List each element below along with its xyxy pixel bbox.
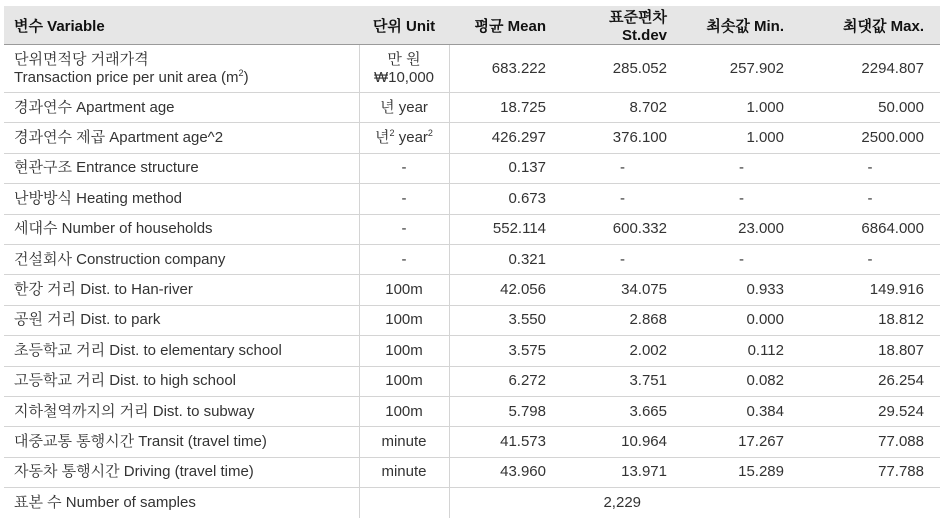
variable-cell: 건설회사 Construction company (4, 244, 359, 274)
max-cell: 2294.807 (800, 45, 940, 93)
min-cell: 23.000 (683, 214, 800, 244)
variable-cell: 초등학교 거리 Dist. to elementary school (4, 336, 359, 366)
unit-cell: - (359, 184, 449, 214)
unit-cell: minute (359, 427, 449, 457)
unit-cell: - (359, 244, 449, 274)
max-cell: 77.788 (800, 457, 940, 487)
superscript: 2 (427, 128, 433, 139)
stdev-cell: 2.868 (562, 305, 683, 335)
mean-cell: 41.573 (449, 427, 562, 457)
mean-cell: 18.725 (449, 93, 562, 123)
stdev-cell: 3.751 (562, 366, 683, 396)
unit-cell: 100m (359, 275, 449, 305)
samples-value: 2,229 (603, 494, 642, 512)
variable-cell: 고등학교 거리 Dist. to high school (4, 366, 359, 396)
table-body (4, 45, 940, 518)
table-row (4, 396, 940, 426)
stdev-cell: 10.964 (562, 427, 683, 457)
unit-cell: 100m (359, 366, 449, 396)
table-row (4, 366, 940, 396)
stdev-cell: 13.971 (562, 457, 683, 487)
min-cell: - (683, 184, 800, 214)
table-row (4, 214, 940, 244)
min-cell: 0.000 (683, 305, 800, 335)
stdev-cell: 285.052 (562, 45, 683, 93)
variable-cell: 한강 거리 Dist. to Han-river (4, 275, 359, 305)
min-cell: 0.933 (683, 275, 800, 305)
max-cell: 149.916 (800, 275, 940, 305)
stdev-cell: 8.702 (562, 93, 683, 123)
header-mean: 평균 Mean (449, 6, 562, 45)
unit-cell: 100m (359, 305, 449, 335)
stdev-cell: - (562, 153, 683, 183)
table-row (4, 275, 940, 305)
mean-cell: 42.056 (449, 275, 562, 305)
header-min: 최솟값 Min. (683, 6, 800, 45)
unit-korean: 년 (375, 129, 390, 147)
unit-currency: ₩10,000 (373, 68, 435, 86)
stdev-cell: 3.665 (562, 396, 683, 426)
unit-cell: - (359, 153, 449, 183)
table-header (4, 6, 940, 45)
unit-cell (359, 123, 449, 153)
min-cell: - (683, 153, 800, 183)
variable-cell: 지하철역까지의 거리 Dist. to subway (4, 396, 359, 426)
max-cell: 6864.000 (800, 214, 940, 244)
mean-cell: 0.137 (449, 153, 562, 183)
stdev-cell: 376.100 (562, 123, 683, 153)
table-row (4, 93, 940, 123)
variable-cell: 세대수 Number of households (4, 214, 359, 244)
max-cell: 29.524 (800, 396, 940, 426)
max-cell: 2500.000 (800, 123, 940, 153)
samples-unit-empty (359, 488, 449, 518)
stdev-cell: 600.332 (562, 214, 683, 244)
min-cell: - (683, 244, 800, 274)
stdev-cell: - (562, 244, 683, 274)
max-cell: 18.812 (800, 305, 940, 335)
variable-cell: 경과연수 Apartment age (4, 93, 359, 123)
variable-cell: 경과연수 제곱 Apartment age^2 (4, 123, 359, 153)
mean-cell: 426.297 (449, 123, 562, 153)
table-row (4, 45, 940, 93)
stdev-cell: 34.075 (562, 275, 683, 305)
variable-cell: 공원 거리 Dist. to park (4, 305, 359, 335)
mean-cell: 0.673 (449, 184, 562, 214)
max-cell: - (800, 184, 940, 214)
mean-cell: 0.321 (449, 244, 562, 274)
min-cell: 0.082 (683, 366, 800, 396)
header-variable: 변수 Variable (4, 6, 359, 45)
variable-cell: 자동차 통행시간 Driving (travel time) (4, 457, 359, 487)
table-row (4, 305, 940, 335)
header-max: 최댓값 Max. (800, 6, 940, 45)
unit-cell: 년 year (359, 93, 449, 123)
descriptive-statistics-table (4, 6, 940, 518)
max-cell: - (800, 153, 940, 183)
variable-cell: 대중교통 통행시간 Transit (travel time) (4, 427, 359, 457)
stdev-cell: - (562, 184, 683, 214)
mean-cell: 3.550 (449, 305, 562, 335)
unit-cell: - (359, 214, 449, 244)
variable-cell: 현관구조 Entrance structure (4, 153, 359, 183)
stdev-cell: 2.002 (562, 336, 683, 366)
samples-max-empty (800, 488, 940, 518)
mean-cell: 3.575 (449, 336, 562, 366)
unit-cell: 100m (359, 336, 449, 366)
header-row (4, 6, 940, 45)
min-cell: 1.000 (683, 123, 800, 153)
min-cell: 257.902 (683, 45, 800, 93)
superscript: 2 (238, 67, 244, 78)
table-row (4, 153, 940, 183)
variable-english-text: Transaction price per unit area (m (14, 68, 239, 86)
variable-cell (4, 45, 359, 93)
samples-row (4, 488, 940, 518)
min-cell: 0.384 (683, 396, 800, 426)
header-unit: 단위 Unit (359, 6, 449, 45)
variable-cell: 난방방식 Heating method (4, 184, 359, 214)
superscript: 2 (389, 128, 395, 139)
min-cell: 17.267 (683, 427, 800, 457)
variable-english (14, 69, 351, 87)
table-row (4, 123, 940, 153)
mean-cell: 552.114 (449, 214, 562, 244)
mean-cell: 43.960 (449, 457, 562, 487)
min-cell: 15.289 (683, 457, 800, 487)
mean-cell: 5.798 (449, 396, 562, 426)
table-row (4, 336, 940, 366)
mean-cell: 6.272 (449, 366, 562, 396)
unit-korean: 만 원 (387, 50, 421, 68)
unit-cell (359, 45, 449, 93)
mean-cell: 683.222 (449, 45, 562, 93)
unit-cell: 100m (359, 396, 449, 426)
table-row (4, 184, 940, 214)
table-row (4, 457, 940, 487)
max-cell: 26.254 (800, 366, 940, 396)
table-row (4, 244, 940, 274)
unit-english: year (394, 129, 428, 147)
unit-cell: minute (359, 457, 449, 487)
max-cell: - (800, 244, 940, 274)
samples-label: 표본 수 Number of samples (4, 488, 359, 518)
samples-min-empty (683, 488, 800, 518)
table-row (4, 427, 940, 457)
variable-korean: 단위면적당 거래가격 (14, 50, 149, 68)
max-cell: 50.000 (800, 93, 940, 123)
min-cell: 0.112 (683, 336, 800, 366)
variable-english-tail: ) (243, 68, 249, 86)
min-cell: 1.000 (683, 93, 800, 123)
max-cell: 18.807 (800, 336, 940, 366)
header-stdev: 표준편차 St.dev (562, 6, 683, 45)
max-cell: 77.088 (800, 427, 940, 457)
